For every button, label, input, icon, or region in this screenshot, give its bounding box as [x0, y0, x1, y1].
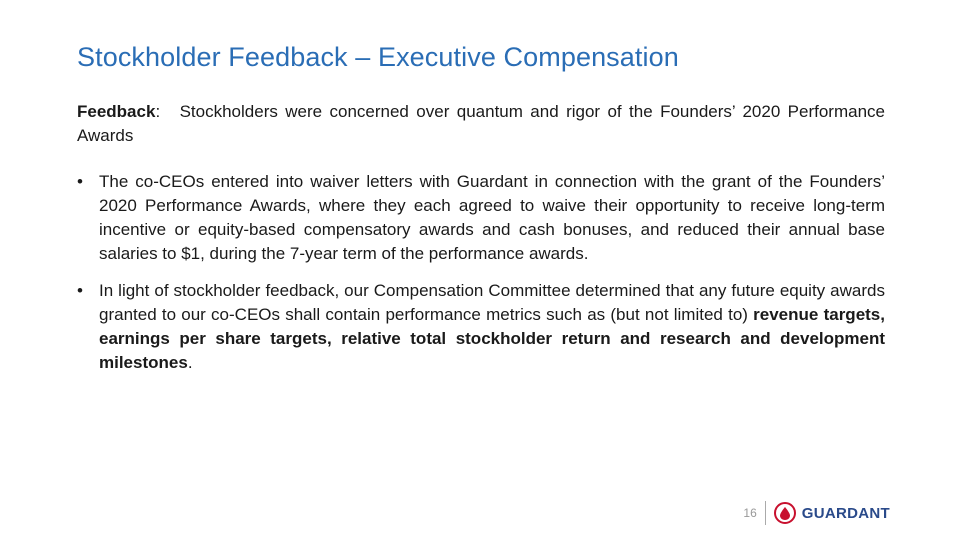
bullet-text: The co-CEOs entered into waiver letters with Guardant in connection with the grant of the Founders’ 2020 Performance Awards, where they each agreed to waive their opportunity to receive long-term incentive or equity-based compensatory awards and cash bonuses, and reduced their annual base salaries to $1, during the 7-year term of the performance awards.	[99, 172, 885, 263]
feedback-text: Stockholders were concerned over quantum and rigor of the Founders’ 2020 Performance Awards	[77, 102, 885, 145]
bullet-item	[77, 170, 885, 266]
page-number: 16	[743, 506, 757, 520]
bullet-text-post: .	[187, 353, 193, 372]
feedback-label: Feedback	[77, 102, 156, 121]
bullet-marker: •	[77, 281, 83, 300]
feedback-paragraph	[77, 100, 885, 148]
bullet-text-pre: In light of stockholder feedback, our Compensation Committee determined that any future equity awards granted to our co-CEOs shall contain performance metrics such as (but not limited to)	[99, 281, 885, 324]
blood-drop-icon	[774, 502, 796, 524]
slide-title: Stockholder Feedback – Executive Compensation	[77, 42, 679, 72]
bullet-item	[77, 279, 885, 375]
bullet-text-bold: revenue targets, earnings per share targets, relative total stockholder return and research and development milestones	[99, 305, 885, 372]
feedback-colon: :	[155, 102, 161, 121]
guardant-logo-text: GUARDANT	[801, 504, 890, 522]
bullet-list	[77, 170, 885, 388]
footer-divider	[765, 501, 766, 525]
bullet-marker: •	[77, 172, 83, 191]
slide-footer	[743, 500, 890, 526]
